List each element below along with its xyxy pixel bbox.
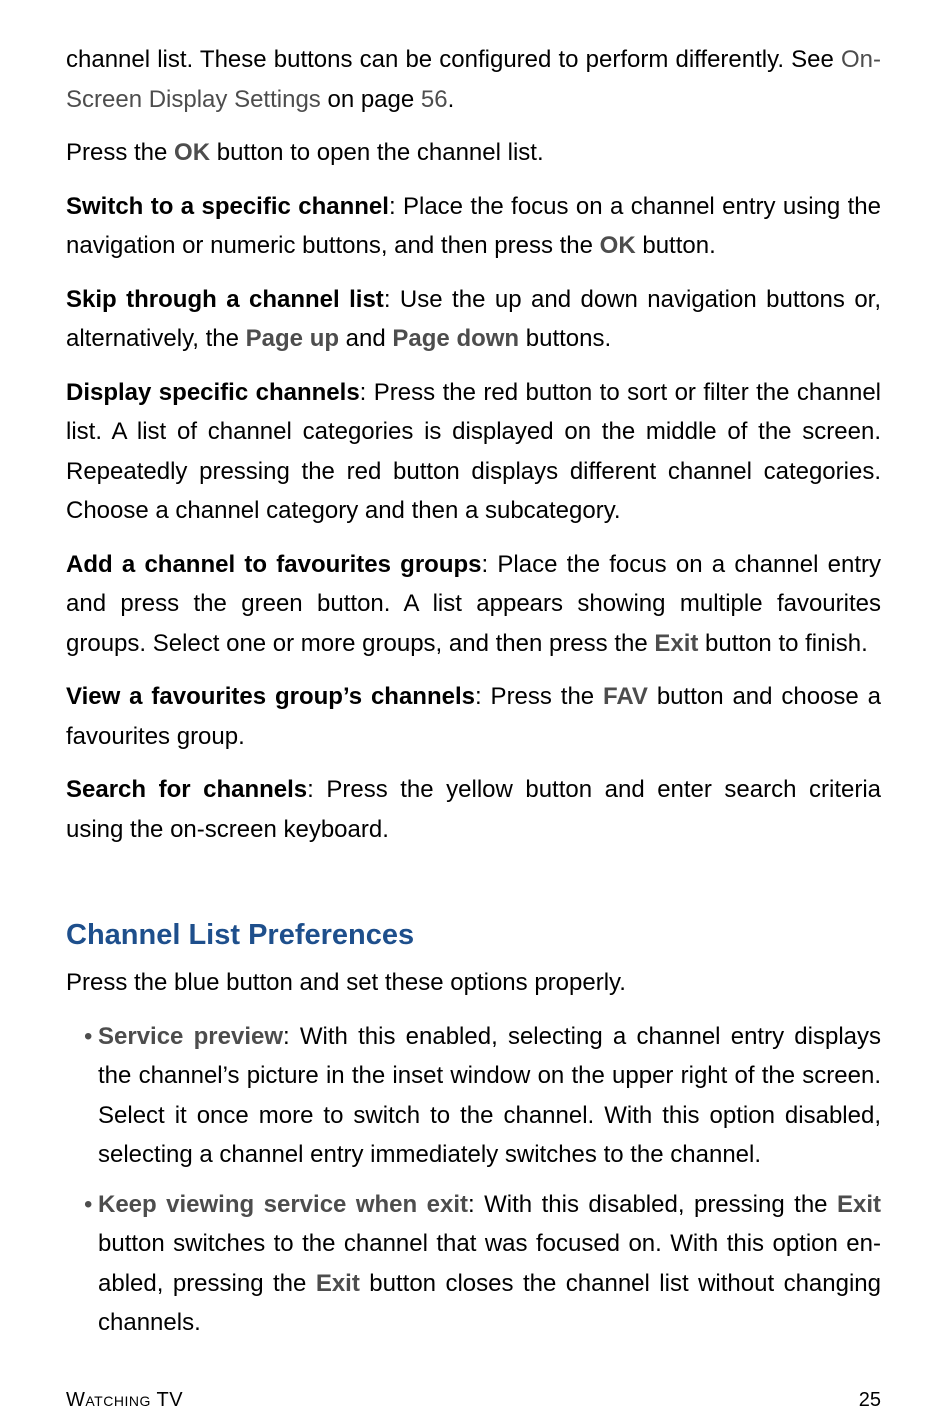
page-up-key-label: Page up [245,325,340,352]
press-ok-pre: Press the [66,139,175,166]
osd-settings-link[interactable]: On-Screen Display Settings [66,46,881,113]
bullet-keep-viewing [66,1185,881,1343]
search-text: Press the yellow button and enter search criteria using the on-screen keyboard. [66,776,882,843]
section-heading: Channel List Preferences [66,919,415,951]
exit-key-label: Exit [315,1269,360,1297]
display-text: Press the red button to sort or filter the channel list. A list of channel categories is displayed on the middle of the screen. Repeatedly pressing the red button displays different channel categories. Choose a channel category and then a subcategory. [66,378,881,524]
service-preview-term: Service preview [98,1022,283,1050]
skip-colon: : [383,285,391,313]
skip-text-mid: and [339,325,393,352]
bullet-dot-icon: • [84,1190,93,1218]
view-text-post: button and choose a favourites group. [66,683,882,750]
switch-colon: : [388,192,396,220]
bullet-service-preview [66,1017,881,1175]
search-channels-term: Search for channels [66,776,308,803]
view-colon: : [475,683,482,710]
section-intro: Press the blue button and set these options properly. [66,969,626,996]
press-ok-post: button to open the channel list. [210,139,544,166]
skip-text: Use the up and down navigation buttons or, alternatively, the [66,285,882,352]
view-favourites-paragraph [66,677,881,756]
switch-channel-paragraph [66,187,881,266]
switch-text: Place the focus on a channel entry using the navigation or numeric buttons, and then press the [66,192,881,259]
footer-page-number: 25 [858,1389,881,1411]
skip-text-post: buttons. [519,325,612,352]
add-favourites-term: Add a channel to favourites groups [66,550,482,578]
display-colon: : [359,378,367,406]
fav-key-label: FAV [603,683,648,710]
ok-key-label: OK [174,139,211,166]
intro-text-3: . [447,85,455,113]
keep-text-mid: button switches to the channel that was focused on. With this option en-abled, pressing the [98,1230,881,1297]
exit-key-label: Exit [836,1190,881,1218]
footer-section-title: Watching TV [66,1389,184,1411]
page-ref-link[interactable]: 56 [420,85,448,113]
keep-colon: : [468,1190,475,1218]
preview-colon: : [283,1022,290,1050]
intro-text-2: on page [320,85,421,113]
page-footer [66,1388,881,1412]
view-text: Press the [481,683,604,710]
keep-viewing-term: Keep viewing service when exit [98,1190,469,1218]
press-ok-paragraph [66,133,881,173]
page-content [66,40,881,1353]
add-text-post: button to finish. [698,629,868,657]
view-favourites-term: View a favourites group’s channels [66,683,475,710]
skip-channel-term: Skip through a channel list [66,285,384,313]
search-colon: : [307,776,314,803]
switch-channel-term: Switch to a specific channel [66,192,389,220]
display-channels-term: Display specific channels [66,378,360,406]
bullet-dot-icon: • [84,1022,93,1050]
ok-key-label: OK [599,232,636,259]
display-channels-paragraph [66,373,881,531]
add-favourites-paragraph [66,545,881,664]
switch-text-post: button. [635,232,716,259]
preview-text: With this enabled, selecting a channel entry displays the channel’s picture in the inset window on the upper right of the screen. Select it once more to switch to the channel. With this option disabled, selecting a channel entry immediately switches to the channel. [98,1022,881,1168]
intro-paragraph [66,40,881,119]
add-text: Place the focus on a channel entry and press the green button. A list appears showing multiple favourites groups. Select one or more groups, and then press the [66,550,882,657]
keep-text: With this disabled, pressing the [474,1190,837,1218]
keep-text-post: button closes the channel list without changing channels. [98,1269,881,1336]
page-down-key-label: Page down [392,325,520,352]
search-channels-paragraph [66,770,881,849]
exit-key-label: Exit [654,629,699,657]
skip-channel-paragraph [66,280,881,359]
add-colon: : [481,550,489,578]
intro-text: channel list. These buttons can be configured to perform differently. See [66,46,841,73]
